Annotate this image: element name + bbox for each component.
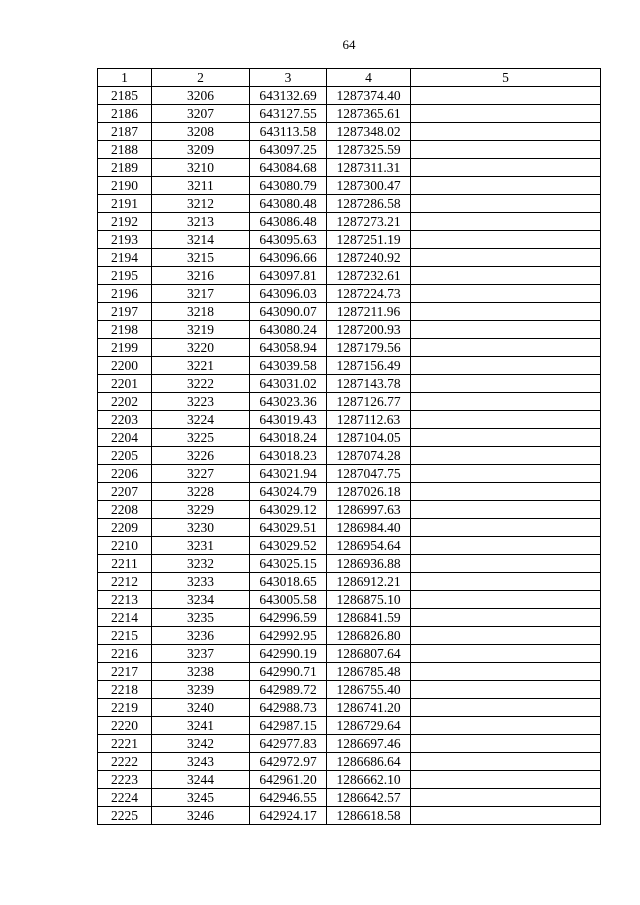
table-row — [98, 105, 601, 123]
table-row — [98, 249, 601, 267]
table-cell-col-4: 1286697.46 — [327, 735, 411, 753]
table-cell-col-1: 2194 — [98, 249, 152, 267]
table-row — [98, 501, 601, 519]
table-cell-col-5 — [411, 789, 601, 807]
table-cell-col-5 — [411, 771, 601, 789]
table-cell-col-3: 642961.20 — [250, 771, 327, 789]
table-cell-col-1: 2209 — [98, 519, 152, 537]
table-cell-col-1: 2217 — [98, 663, 152, 681]
table-row — [98, 645, 601, 663]
table-cell-col-1: 2205 — [98, 447, 152, 465]
table-cell-col-2: 3245 — [152, 789, 250, 807]
table-row — [98, 537, 601, 555]
table-cell-col-2: 3207 — [152, 105, 250, 123]
table-row — [98, 375, 601, 393]
table-cell-col-3: 643132.69 — [250, 87, 327, 105]
table-cell-col-5 — [411, 231, 601, 249]
table-cell-col-3: 643039.58 — [250, 357, 327, 375]
table-row — [98, 663, 601, 681]
table-cell-col-2: 3211 — [152, 177, 250, 195]
table-cell-col-1: 2215 — [98, 627, 152, 645]
table-cell-col-5 — [411, 591, 601, 609]
table-cell-col-2: 3219 — [152, 321, 250, 339]
table-cell-col-4: 1287126.77 — [327, 393, 411, 411]
table-cell-col-5 — [411, 663, 601, 681]
table-cell-col-5 — [411, 393, 601, 411]
table-row — [98, 303, 601, 321]
table-cell-col-5 — [411, 177, 601, 195]
table-cell-col-1: 2188 — [98, 141, 152, 159]
table-cell-col-5 — [411, 105, 601, 123]
table-cell-col-4: 1287224.73 — [327, 285, 411, 303]
table-row — [98, 393, 601, 411]
table-row — [98, 447, 601, 465]
table-cell-col-3: 642946.55 — [250, 789, 327, 807]
table-cell-col-5 — [411, 609, 601, 627]
table-cell-col-1: 2220 — [98, 717, 152, 735]
table-cell-col-5 — [411, 123, 601, 141]
table-cell-col-5 — [411, 519, 601, 537]
table-cell-col-2: 3244 — [152, 771, 250, 789]
table-cell-col-5 — [411, 249, 601, 267]
table-cell-col-3: 643029.12 — [250, 501, 327, 519]
table-cell-col-2: 3226 — [152, 447, 250, 465]
table-cell-col-1: 2185 — [98, 87, 152, 105]
table-cell-col-3: 643090.07 — [250, 303, 327, 321]
table-cell-col-4: 1286984.40 — [327, 519, 411, 537]
table-cell-col-3: 643018.23 — [250, 447, 327, 465]
table-cell-col-5 — [411, 303, 601, 321]
table-cell-col-4: 1286954.64 — [327, 537, 411, 555]
table-cell-col-4: 1286912.21 — [327, 573, 411, 591]
table-header-row — [98, 69, 601, 87]
table-cell-col-3: 642972.97 — [250, 753, 327, 771]
table-cell-col-5 — [411, 339, 601, 357]
table-cell-col-2: 3225 — [152, 429, 250, 447]
table-cell-col-2: 3236 — [152, 627, 250, 645]
table-cell-col-3: 643029.52 — [250, 537, 327, 555]
table-cell-col-2: 3216 — [152, 267, 250, 285]
table-cell-col-1: 2192 — [98, 213, 152, 231]
table-cell-col-5 — [411, 321, 601, 339]
table-row — [98, 429, 601, 447]
table-row — [98, 591, 601, 609]
table-cell-col-2: 3217 — [152, 285, 250, 303]
table-cell-col-3: 642988.73 — [250, 699, 327, 717]
table-cell-col-1: 2190 — [98, 177, 152, 195]
table-cell-col-4: 1287074.28 — [327, 447, 411, 465]
table-cell-col-3: 643127.55 — [250, 105, 327, 123]
table-cell-col-4: 1287273.21 — [327, 213, 411, 231]
table-cell-col-2: 3234 — [152, 591, 250, 609]
table-cell-col-1: 2214 — [98, 609, 152, 627]
table-cell-col-4: 1287311.31 — [327, 159, 411, 177]
table-cell-col-4: 1287200.93 — [327, 321, 411, 339]
table-cell-col-5 — [411, 159, 601, 177]
table-cell-col-1: 2189 — [98, 159, 152, 177]
table-cell-col-3: 643080.79 — [250, 177, 327, 195]
table-cell-col-4: 1286826.80 — [327, 627, 411, 645]
table-cell-col-1: 2204 — [98, 429, 152, 447]
table-cell-col-3: 642992.95 — [250, 627, 327, 645]
table-cell-col-5 — [411, 357, 601, 375]
table-cell-col-5 — [411, 501, 601, 519]
table-cell-col-2: 3222 — [152, 375, 250, 393]
table-row — [98, 465, 601, 483]
table-cell-col-4: 1287348.02 — [327, 123, 411, 141]
table-cell-col-1: 2201 — [98, 375, 152, 393]
table-cell-col-4: 1287232.61 — [327, 267, 411, 285]
table-cell-col-3: 642996.59 — [250, 609, 327, 627]
table-row — [98, 267, 601, 285]
table-cell-col-2: 3241 — [152, 717, 250, 735]
table-cell-col-4: 1286686.64 — [327, 753, 411, 771]
table-cell-col-5 — [411, 465, 601, 483]
table-cell-col-3: 643018.24 — [250, 429, 327, 447]
table-cell-col-2: 3227 — [152, 465, 250, 483]
table-cell-col-2: 3232 — [152, 555, 250, 573]
table-cell-col-2: 3240 — [152, 699, 250, 717]
table-cell-col-2: 3228 — [152, 483, 250, 501]
table-cell-col-1: 2198 — [98, 321, 152, 339]
table-cell-col-5 — [411, 375, 601, 393]
table-cell-col-2: 3224 — [152, 411, 250, 429]
table-cell-col-1: 2210 — [98, 537, 152, 555]
table-row — [98, 753, 601, 771]
table-cell-col-2: 3206 — [152, 87, 250, 105]
table-cell-col-5 — [411, 141, 601, 159]
table-cell-col-2: 3210 — [152, 159, 250, 177]
table-row — [98, 573, 601, 591]
table-cell-col-3: 643084.68 — [250, 159, 327, 177]
table-cell-col-4: 1287374.40 — [327, 87, 411, 105]
table-cell-col-3: 643086.48 — [250, 213, 327, 231]
table-cell-col-3: 642977.83 — [250, 735, 327, 753]
table-cell-col-1: 2186 — [98, 105, 152, 123]
table-cell-col-1: 2224 — [98, 789, 152, 807]
coordinates-table — [97, 68, 601, 825]
table-row — [98, 87, 601, 105]
table-cell-col-5 — [411, 483, 601, 501]
table-cell-col-4: 1287251.19 — [327, 231, 411, 249]
table-cell-col-3: 643080.24 — [250, 321, 327, 339]
table-cell-col-4: 1287325.59 — [327, 141, 411, 159]
table-cell-col-3: 642989.72 — [250, 681, 327, 699]
table-cell-col-3: 643031.02 — [250, 375, 327, 393]
table-cell-col-1: 2206 — [98, 465, 152, 483]
table-cell-col-4: 1287179.56 — [327, 339, 411, 357]
table-cell-col-2: 3215 — [152, 249, 250, 267]
table-row — [98, 177, 601, 195]
table-cell-col-2: 3212 — [152, 195, 250, 213]
table-cell-col-1: 2221 — [98, 735, 152, 753]
table-cell-col-5 — [411, 447, 601, 465]
table-row — [98, 285, 601, 303]
table-cell-col-4: 1286741.20 — [327, 699, 411, 717]
table-cell-col-2: 3235 — [152, 609, 250, 627]
table-cell-col-3: 643024.79 — [250, 483, 327, 501]
table-row — [98, 519, 601, 537]
table-cell-col-5 — [411, 681, 601, 699]
table-cell-col-3: 643096.03 — [250, 285, 327, 303]
table-cell-col-4: 1286755.40 — [327, 681, 411, 699]
table-cell-col-2: 3242 — [152, 735, 250, 753]
table-cell-col-3: 643021.94 — [250, 465, 327, 483]
table-cell-col-2: 3213 — [152, 213, 250, 231]
table-cell-col-1: 2197 — [98, 303, 152, 321]
table-cell-col-1: 2216 — [98, 645, 152, 663]
table-cell-col-2: 3223 — [152, 393, 250, 411]
table-row — [98, 609, 601, 627]
table-cell-col-2: 3209 — [152, 141, 250, 159]
table-cell-col-1: 2218 — [98, 681, 152, 699]
table-row — [98, 735, 601, 753]
table-cell-col-3: 643005.58 — [250, 591, 327, 609]
table-cell-col-5 — [411, 807, 601, 825]
table-cell-col-4: 1286997.63 — [327, 501, 411, 519]
table-cell-col-3: 643058.94 — [250, 339, 327, 357]
table-cell-col-1: 2196 — [98, 285, 152, 303]
table-cell-col-2: 3218 — [152, 303, 250, 321]
column-header-4: 4 — [327, 69, 411, 87]
table-body — [98, 87, 601, 825]
table-cell-col-2: 3237 — [152, 645, 250, 663]
column-header-5: 5 — [411, 69, 601, 87]
table-cell-col-1: 2195 — [98, 267, 152, 285]
table-cell-col-1: 2208 — [98, 501, 152, 519]
table-cell-col-5 — [411, 285, 601, 303]
table-cell-col-4: 1287365.61 — [327, 105, 411, 123]
table-cell-col-1: 2213 — [98, 591, 152, 609]
table-cell-col-1: 2199 — [98, 339, 152, 357]
table-row — [98, 195, 601, 213]
table-cell-col-4: 1286936.88 — [327, 555, 411, 573]
table-row — [98, 357, 601, 375]
table-row — [98, 141, 601, 159]
table-row — [98, 555, 601, 573]
table-cell-col-2: 3208 — [152, 123, 250, 141]
table-cell-col-3: 643097.25 — [250, 141, 327, 159]
table-cell-col-4: 1287047.75 — [327, 465, 411, 483]
table-cell-col-2: 3231 — [152, 537, 250, 555]
table-cell-col-5 — [411, 429, 601, 447]
table-cell-col-1: 2212 — [98, 573, 152, 591]
table-cell-col-2: 3246 — [152, 807, 250, 825]
table-cell-col-2: 3238 — [152, 663, 250, 681]
table-cell-col-1: 2191 — [98, 195, 152, 213]
table-cell-col-3: 643018.65 — [250, 573, 327, 591]
table-cell-col-1: 2222 — [98, 753, 152, 771]
table-cell-col-5 — [411, 267, 601, 285]
page-number: 64 — [342, 37, 356, 52]
table-cell-col-3: 643019.43 — [250, 411, 327, 429]
table-cell-col-4: 1286642.57 — [327, 789, 411, 807]
table-cell-col-3: 642987.15 — [250, 717, 327, 735]
table-row — [98, 213, 601, 231]
table-row — [98, 231, 601, 249]
table-cell-col-4: 1286785.48 — [327, 663, 411, 681]
table-row — [98, 339, 601, 357]
table-row — [98, 627, 601, 645]
table-cell-col-5 — [411, 537, 601, 555]
table-cell-col-2: 3214 — [152, 231, 250, 249]
table-cell-col-2: 3239 — [152, 681, 250, 699]
table-cell-col-5 — [411, 735, 601, 753]
table-cell-col-3: 643029.51 — [250, 519, 327, 537]
table-cell-col-5 — [411, 411, 601, 429]
table-cell-col-1: 2225 — [98, 807, 152, 825]
table-cell-col-5 — [411, 717, 601, 735]
table-row — [98, 807, 601, 825]
table-row — [98, 717, 601, 735]
table-row — [98, 123, 601, 141]
table-cell-col-5 — [411, 555, 601, 573]
table-cell-col-4: 1286729.64 — [327, 717, 411, 735]
table-cell-col-3: 643113.58 — [250, 123, 327, 141]
table-cell-col-1: 2193 — [98, 231, 152, 249]
table-row — [98, 159, 601, 177]
table-cell-col-1: 2211 — [98, 555, 152, 573]
table-row — [98, 321, 601, 339]
table-cell-col-3: 642924.17 — [250, 807, 327, 825]
table-cell-col-4: 1286618.58 — [327, 807, 411, 825]
table-cell-col-3: 643025.15 — [250, 555, 327, 573]
table-cell-col-2: 3230 — [152, 519, 250, 537]
table-cell-col-2: 3221 — [152, 357, 250, 375]
table-cell-col-4: 1287300.47 — [327, 177, 411, 195]
table-cell-col-3: 643096.66 — [250, 249, 327, 267]
column-header-1: 1 — [98, 69, 152, 87]
table-cell-col-4: 1287026.18 — [327, 483, 411, 501]
table-cell-col-4: 1286807.64 — [327, 645, 411, 663]
table-row — [98, 681, 601, 699]
table-cell-col-5 — [411, 753, 601, 771]
table-cell-col-2: 3229 — [152, 501, 250, 519]
table-row — [98, 771, 601, 789]
table-cell-col-1: 2203 — [98, 411, 152, 429]
table-cell-col-1: 2219 — [98, 699, 152, 717]
table-cell-col-4: 1287240.92 — [327, 249, 411, 267]
table-cell-col-5 — [411, 195, 601, 213]
table-cell-col-2: 3233 — [152, 573, 250, 591]
table-cell-col-5 — [411, 87, 601, 105]
table-cell-col-3: 643097.81 — [250, 267, 327, 285]
table-cell-col-2: 3220 — [152, 339, 250, 357]
table-cell-col-4: 1287112.63 — [327, 411, 411, 429]
table-cell-col-5 — [411, 699, 601, 717]
table-cell-col-4: 1286875.10 — [327, 591, 411, 609]
table-row — [98, 699, 601, 717]
column-header-3: 3 — [250, 69, 327, 87]
table-cell-col-4: 1286662.10 — [327, 771, 411, 789]
table-row — [98, 411, 601, 429]
table-cell-col-3: 643080.48 — [250, 195, 327, 213]
column-header-2: 2 — [152, 69, 250, 87]
table-cell-col-1: 2202 — [98, 393, 152, 411]
table-cell-col-1: 2187 — [98, 123, 152, 141]
table-cell-col-4: 1287156.49 — [327, 357, 411, 375]
table-cell-col-3: 642990.19 — [250, 645, 327, 663]
table-cell-col-5 — [411, 573, 601, 591]
table-cell-col-2: 3243 — [152, 753, 250, 771]
table-cell-col-5 — [411, 645, 601, 663]
table-cell-col-4: 1287286.58 — [327, 195, 411, 213]
table-cell-col-1: 2207 — [98, 483, 152, 501]
table-cell-col-4: 1287143.78 — [327, 375, 411, 393]
table-cell-col-5 — [411, 213, 601, 231]
table-cell-col-4: 1286841.59 — [327, 609, 411, 627]
table-cell-col-3: 643023.36 — [250, 393, 327, 411]
table-row — [98, 483, 601, 501]
table-cell-col-1: 2223 — [98, 771, 152, 789]
table-cell-col-3: 642990.71 — [250, 663, 327, 681]
table-cell-col-5 — [411, 627, 601, 645]
table-cell-col-4: 1287211.96 — [327, 303, 411, 321]
table-cell-col-3: 643095.63 — [250, 231, 327, 249]
table-cell-col-1: 2200 — [98, 357, 152, 375]
table-row — [98, 789, 601, 807]
table-cell-col-4: 1287104.05 — [327, 429, 411, 447]
